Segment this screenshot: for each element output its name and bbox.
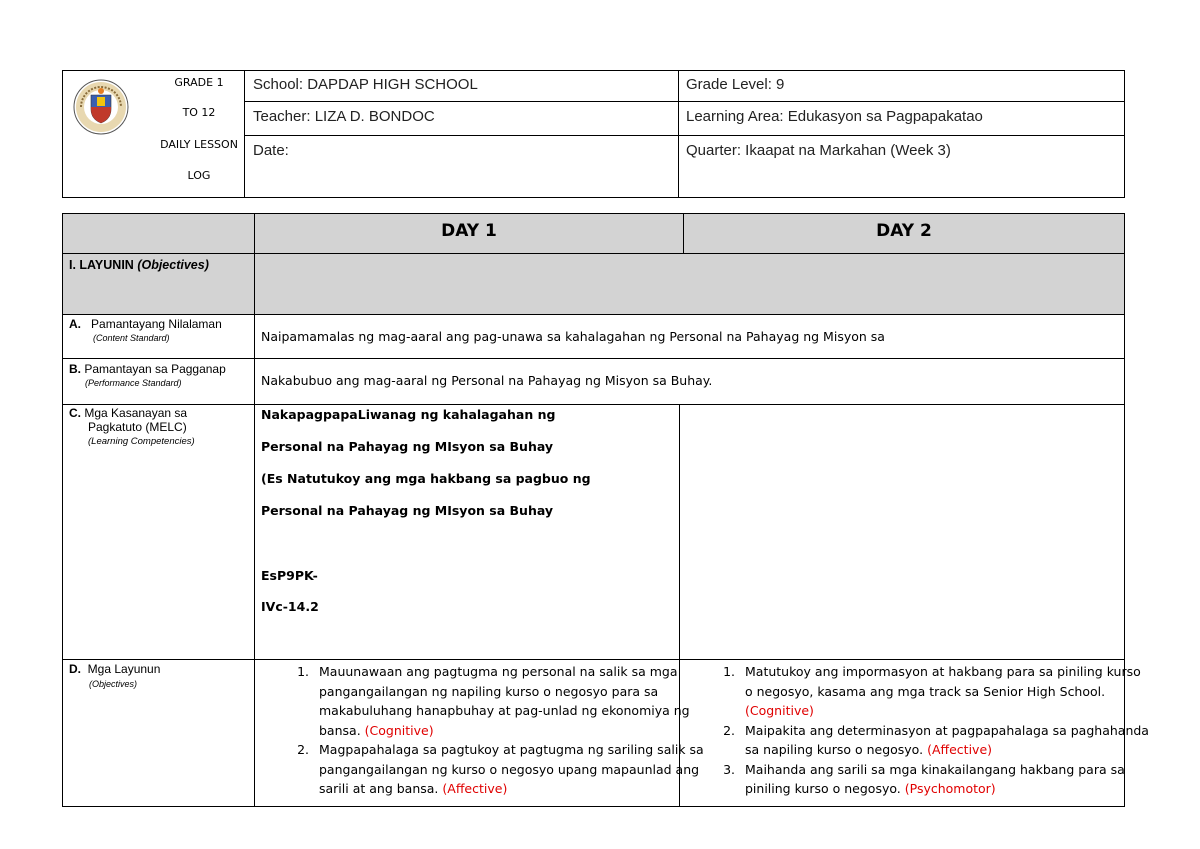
learning-competencies-label-2: Pagkatuto (MELC) [88, 420, 187, 434]
day1-objectives-list [279, 662, 711, 799]
day2-heading: DAY 2 [876, 221, 932, 241]
layunin-heading: I. LAYUNIN (Objectives) [69, 258, 209, 272]
objectives-label: D. Mga Layunun [69, 662, 161, 676]
teacher-field: Teacher: LIZA D. BONDOC [253, 108, 435, 125]
melc-line-2: Personal na Pahayag ng MIsyon sa Buhay [261, 439, 554, 454]
performance-standard-value: Nakabubuo ang mag-aaral ng Personal na Pahayag ng Misyon sa Buhay. [261, 373, 713, 388]
header-table [62, 70, 1125, 198]
learning-competencies-label: C. Mga Kasanayan sa [69, 406, 188, 420]
melc-code-1: EsP9PK- [261, 568, 318, 583]
school-field: School: DAPDAP HIGH SCHOOL [253, 76, 478, 93]
lesson-table [62, 213, 1149, 807]
grade-line-3: DAILY LESSON [160, 138, 238, 151]
content-standard-label: A. Pamantayang Nilalaman [69, 317, 222, 331]
content-standard-value: Naipamamalas ng mag-aaral ang pag-unawa sa kahalagahan ng Personal na Pahayag ng Misyon sa [261, 329, 885, 344]
melc-line-1: NakapagpapaLiwanag ng kahalagahan ng [261, 407, 556, 422]
deped-seal-icon [73, 79, 129, 135]
melc-code-2: IVc-14.2 [261, 599, 319, 614]
grade-line-2: TO 12 [182, 106, 216, 119]
content-standard-sub: (Content Standard) [93, 333, 170, 343]
date-field: Date: [253, 142, 289, 159]
list-item: 2. Maipakita ang determinasyon at pagpapahalaga sa paghahanda sa napiling kurso o negosyo. (Affective) [739, 721, 1151, 760]
objectives-sub: (Objectives) [89, 679, 138, 689]
list-item: 1. Mauunawaan ang pagtugma ng personal na salik sa mga pangangailangan ng napiling kurso o negosyo para sa makabuluhang hanapbuhay at pag-unlad ng ekonomiya ng bansa. (Cognitive) [313, 662, 711, 740]
quarter-field: Quarter: Ikaapat na Markahan (Week 3) [686, 142, 951, 159]
day1-heading: DAY 1 [441, 221, 497, 241]
grade-line-4: LOG [187, 169, 211, 182]
list-item: 2. Magpapahalaga sa pagtukoy at pagtugma ng sariling salik sa pangangailangan ng kurso o negosyo upang mapaunlad ang sarili at ang bansa. (Affective) [313, 740, 711, 799]
melc-line-3: (Es Natutukoy ang mga hakbang sa pagbuo ng [261, 471, 591, 486]
grade-line-1: GRADE 1 [174, 76, 224, 89]
learning-competencies-sub: (Learning Competencies) [88, 436, 195, 447]
learning-area-field: Learning Area: Edukasyon sa Pagpapakatao [686, 108, 983, 125]
list-item: 1. Matutukoy ang impormasyon at hakbang para sa piniling kurso o negosyo, kasama ang mga track sa Senior High School. (Cognitive) [739, 662, 1151, 721]
day2-objectives-list [705, 662, 1151, 799]
melc-line-4: Personal na Pahayag ng MIsyon sa Buhay [261, 503, 554, 518]
grade-level-field: Grade Level: 9 [686, 76, 785, 93]
performance-standard-sub: (Performance Standard) [85, 378, 182, 388]
list-item: 3. Maihanda ang sarili sa mga kinakailangang hakbang para sa piniling kurso o negosyo. (Psychomotor) [739, 760, 1151, 799]
performance-standard-label: B. Pamantayan sa Pagganap [69, 362, 226, 376]
